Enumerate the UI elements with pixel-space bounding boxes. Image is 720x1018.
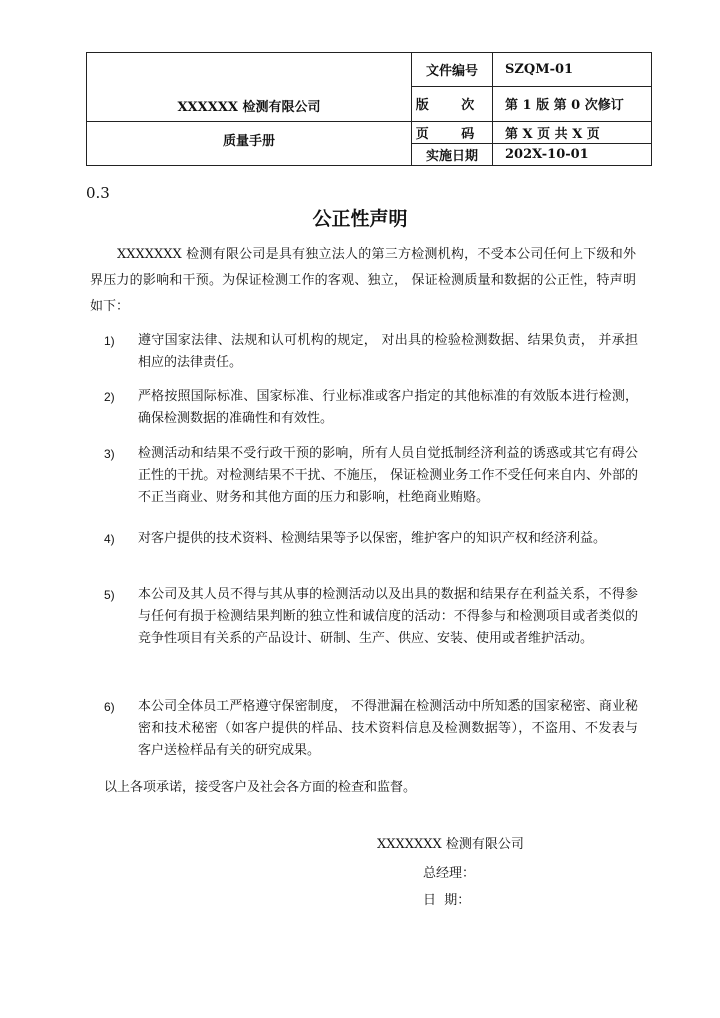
- signature-date-label: 日 期：: [423, 893, 471, 908]
- signature-manager-label: 总经理：: [423, 866, 476, 881]
- edition-label: 版 次: [412, 87, 493, 121]
- file-number-value: SZQM-01: [493, 53, 652, 87]
- section-number: 0.3: [86, 184, 110, 202]
- list-item: [104, 330, 638, 374]
- page-title: 公正性声明: [312, 208, 408, 230]
- item-text: 严格按照国际标准、国家标准、行业标准或客户指定的其他标准的有效版本进行检测，确保检测数据的准确性和有效性。: [138, 389, 638, 426]
- manual-title: 质量手册: [87, 121, 412, 165]
- item-text: 检测活动和结果不受行政干预的影响，所有人员自觉抵制经济利益的诱惑或其它有碍公正性的干扰。对检测结果不干扰、不施压， 保证检测业务工作不受任何来自内、外部的不正当商业、财务和其他方面的压力和影响，杜绝商业贿赂。: [138, 446, 638, 505]
- signature-company: XXXXXXX 检测有限公司: [377, 837, 524, 852]
- item-text: 对客户提供的技术资料、检测结果等予以保密，维护客户的知识产权和经济利益。: [138, 531, 607, 546]
- edition-value: 第 1 版 第 0 次修订: [493, 87, 652, 121]
- item-number: 2): [104, 390, 115, 404]
- item-text: 本公司全体员工严格遵守保密制度， 不得泄漏在检测活动中所知悉的国家秘密、商业秘密和技术秘密（如客户提供的样品、技术资料信息及检测数据等），不盗用、不发表与客户送检样品有关的研究成果。: [138, 699, 638, 758]
- intro-paragraph: XXXXXXX 检测有限公司是具有独立法人的第三方检测机构，不受本公司任何上下级和外界压力的影响和干预。为保证检测工作的客观、独立， 保证检测质量和数据的公正性，特声明如下：: [90, 247, 636, 314]
- item-number: 1): [104, 334, 115, 348]
- effective-date-label: 实施日期: [412, 143, 493, 165]
- page-value: 第 X 页 共 X 页: [493, 121, 652, 143]
- file-number-label: 文件编号: [412, 53, 493, 87]
- item-text: 本公司及其人员不得与其从事的检测活动以及出具的数据和结果存在利益关系，不得参与任何有损于检测结果判断的独立性和诚信度的活动：不得参与和检测项目或者类似的竞争性项目有关系的产品设计、研制、生产、供应、安装、使用或者维护活动。: [138, 587, 638, 646]
- item-number: 5): [104, 588, 115, 602]
- list-item: [104, 386, 638, 430]
- closing-statement: 以上各项承诺，接受客户及社会各方面的检查和监督。: [104, 780, 417, 795]
- list-item: [104, 528, 638, 550]
- item-text: 遵守国家法律、法规和认可机构的规定， 对出具的检验检测数据、结果负责， 并承担相应的法律责任。: [138, 333, 638, 370]
- item-number: 4): [104, 532, 115, 546]
- list-item: [104, 696, 638, 762]
- item-number: 6): [104, 700, 115, 714]
- document-header-table: [86, 52, 652, 166]
- company-name: XXXXXX 检测有限公司: [87, 53, 412, 122]
- page-label: 页 码: [412, 121, 493, 143]
- list-item: [104, 443, 638, 509]
- effective-date-value: 202X-10-01: [493, 143, 652, 165]
- item-number: 3): [104, 447, 115, 461]
- list-item: [104, 584, 638, 650]
